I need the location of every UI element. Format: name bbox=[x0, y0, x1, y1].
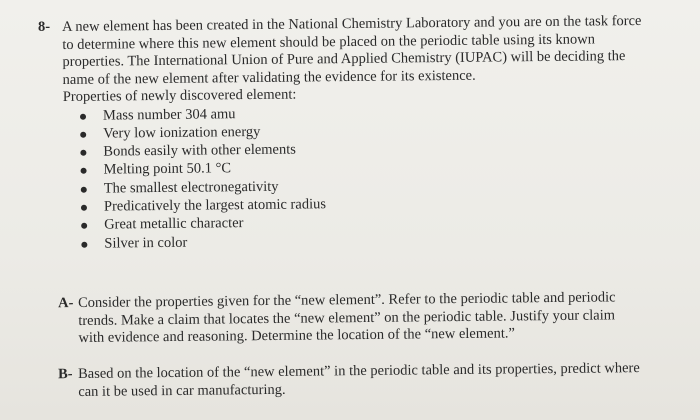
list-item: Great metallic character bbox=[64, 210, 644, 234]
part-a-label: A- bbox=[58, 295, 74, 312]
list-item: Predicatively the largest atomic radius bbox=[64, 192, 644, 216]
part-b-label: B- bbox=[58, 366, 73, 383]
list-item: Very low ionization energy bbox=[63, 119, 643, 143]
list-item: Bonds easily with other elements bbox=[63, 137, 643, 161]
question-body bbox=[62, 13, 644, 253]
list-item: The smallest electronegativity bbox=[64, 174, 644, 198]
list-item: Melting point 50.1 °C bbox=[63, 155, 643, 179]
list-item: Mass number 304 amu bbox=[63, 100, 643, 124]
properties-list bbox=[63, 100, 645, 252]
part-a-text: Consider the properties given for the “new element”. Refer to the periodic table and periodic trends. Make a claim that locates the “new element” on the periodic table. Justify your claim with evidence and reasoning. Determine the location of the “new element.” bbox=[78, 289, 616, 346]
list-item: Silver in color bbox=[64, 228, 644, 252]
part-a bbox=[58, 289, 644, 347]
part-b-text: Based on the location of the “new element” in the periodic table and its properties, predict where can it be used in car manufacturing. bbox=[78, 360, 640, 400]
properties-heading: Properties of newly discovered element: bbox=[62, 86, 297, 105]
intro-paragraph: A new element has been created in the National Chemistry Laboratory and you are on the task force to determine where this new element should be placed on the periodic table using its known properties. The International Union of Pure and Applied Chemistry (IUPAC) will be deciding the name of the new element after validating the evidence for its existence. bbox=[62, 12, 642, 88]
part-b bbox=[58, 360, 643, 401]
question-number: 8- bbox=[38, 19, 51, 35]
